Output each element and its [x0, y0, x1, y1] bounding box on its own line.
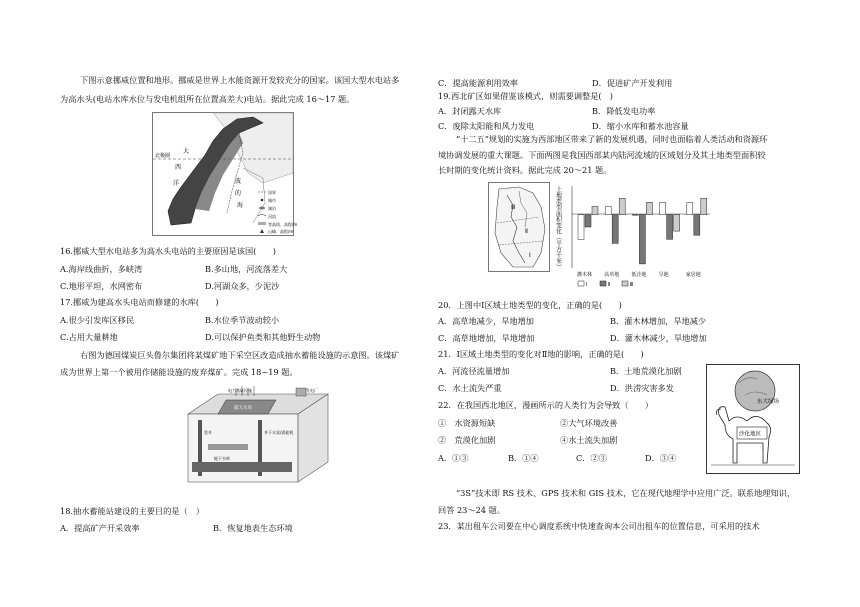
intro4-line-1: “3S”技术即 RS 技术、GPS 技术和 GIS 技术，它在现代地理学中应用广泛。联系地理知识，: [456, 488, 796, 498]
intro3-line-1: “十二五”规划的实施为西部地区带来了新的发展机遇，同时也面临着人类活动和资源环: [456, 134, 768, 144]
svg-text:电力基础设施: 电力基础设施: [228, 388, 252, 393]
svg-text:大: 大: [183, 148, 190, 155]
q16-option-a: A.海岸线曲折，多峡湾: [60, 264, 143, 274]
arctic-label: 北极圈: [155, 153, 171, 159]
q22-option-d: D．③④: [645, 453, 677, 463]
q18-option-d: D．促进矿产开发利用: [592, 78, 673, 88]
bar-0-1: [585, 215, 591, 227]
bar-3-0: [660, 202, 666, 214]
q16-option-b: B.多山地，河流落差大: [205, 264, 288, 274]
intro3-line-3: 长时期的变化统计资料。据此完成 20～21 题。: [438, 165, 612, 175]
q17-option-a: A.很少引发库区移民: [60, 315, 135, 325]
q18-option-a: A．提高矿产开采效率: [60, 523, 140, 533]
bar-1-1: [612, 215, 618, 244]
q16-stem: 16.挪威大型水电站多为高水头电站的主要原因是该国( ): [60, 246, 276, 256]
q22-option-a: A．①③: [438, 453, 469, 463]
svg-text:东大绿场: 东大绿场: [757, 399, 780, 405]
intro4-line-2: 回答 23～24 题。: [438, 505, 505, 515]
svg-text:井下水泵/涡轮机: 井下水泵/涡轮机: [264, 430, 294, 435]
svg-text:湖泊: 湖泊: [268, 206, 276, 211]
q19-option-b: B．降低发电功率: [592, 106, 656, 116]
svg-text:Ⅲ: Ⅲ: [511, 204, 516, 211]
svg-text:竖井: 竖井: [204, 430, 212, 435]
q16-option-c: C.地形平坦，水网密布: [60, 281, 143, 291]
bar-3-1: [667, 215, 673, 240]
q20-option-d: D．灌木林减少，旱地增加: [610, 333, 707, 343]
q21-option-a: A．河流径流量增加: [438, 366, 510, 376]
legend-swatch: [578, 281, 584, 286]
svg-text:地下水库: 地下水库: [214, 456, 230, 461]
land-change-chart: [552, 180, 712, 292]
category-label: 旱地: [658, 272, 669, 278]
bar-2-0: [632, 215, 638, 216]
q22-option-b: B．①④: [508, 453, 539, 463]
q21-option-c: C．水土流失严重: [438, 383, 502, 393]
intro3-line-2: 境协调发展的重大课题。下面两图是我国西部某内陆河流域的区域划分及其土地类型面积较: [438, 150, 766, 160]
bar-4-0: [687, 202, 693, 214]
category-label: 家居地: [685, 272, 701, 278]
svg-text:的: 的: [235, 190, 242, 197]
q17-option-c: C.占用大量耕地: [60, 332, 118, 342]
intro-line-2: 为高水头(电站水库水位与发电机组所在位置高差大)电站。据此完成 16～17 题。: [60, 94, 355, 104]
q21-stem: 21．Ⅰ区域土地类型的变化对Ⅱ地的影响，正确的是( ): [438, 349, 644, 359]
q16-option-d: D.河湖众多，少泥沙: [205, 281, 280, 291]
q19-option-d: D．缩小水库和蓄水池容量: [592, 121, 689, 131]
bar-1-0: [605, 207, 611, 215]
q22-item-1: ① 水资源短缺: [438, 418, 496, 428]
q19-option-a: A．封闭露天水库: [438, 106, 502, 116]
basin-map: [488, 182, 550, 272]
q20-option-c: C．高草地增加，旱地增加: [438, 333, 535, 343]
legend-swatch: [600, 281, 606, 286]
mine-storage-diagram: [178, 384, 328, 486]
svg-text:沙化地区: 沙化地区: [739, 431, 762, 438]
norway-map: [152, 112, 298, 236]
svg-text:山峰、高程/m: 山峰、高程/m: [268, 229, 294, 234]
svg-text:等高线、高程/m: 等高线、高程/m: [268, 222, 298, 227]
bar-0-2: [592, 207, 598, 215]
legend-swatch: [622, 281, 628, 286]
svg-text:城市: 城市: [268, 198, 276, 203]
q17-stem: 17.挪威为建高水头电站而修建的水库( ): [60, 297, 219, 307]
svg-text:洋: 洋: [173, 180, 180, 187]
legend-label: Ⅲ: [630, 282, 634, 288]
q20-option-b: B．灌木林增加，旱地减少: [610, 316, 707, 326]
bar-2-2: [646, 202, 652, 214]
bar-4-1: [694, 215, 700, 236]
svg-text:Ⅱ: Ⅱ: [525, 228, 528, 235]
intro2-line-2: 成为世界上第一个被用作储能设施的废弃煤矿。完成 18~19 题。: [60, 367, 298, 377]
q19-stem: 19.西北矿区如果借鉴该模式，则需要调整是( ): [438, 91, 613, 101]
category-label: 高草地: [604, 272, 620, 278]
q22-option-c: C．②③: [576, 453, 607, 463]
q23-stem: 23．某出租车公司要在中心调度系统中快速查询本公司出租车的位置信息，可采用的技术: [438, 521, 760, 531]
q20-stem: 20．上图中Ⅰ区域土地类型的变化，正确的是( ): [438, 300, 622, 310]
q18-option-b: B．恢复地表生态环境: [213, 523, 293, 533]
q18-stem: 18.抽水蓄能站建设的主要目的是（ ）: [60, 506, 205, 516]
q21-option-b: B．土地荒漠化加剧: [610, 366, 682, 376]
q21-option-d: D．洪涝灾害多发: [610, 383, 674, 393]
q22-item-2: ②大气环境改善: [560, 418, 618, 428]
svg-text:西: 西: [175, 164, 182, 171]
chart-ylabel: 土地类型面积变化（平方千米）: [554, 186, 562, 270]
svg-text:Ⅰ: Ⅰ: [529, 252, 531, 259]
q19-option-c: C．废除太阳能和风力发电: [438, 121, 535, 131]
legend-label: Ⅱ: [608, 282, 611, 288]
bar-0-0: [578, 215, 584, 240]
svg-text:波: 波: [235, 178, 242, 185]
q22-item-4: ④水土流失加剧: [560, 435, 618, 445]
q18-option-c: C．提高能源利用效率: [438, 78, 518, 88]
legend-label: Ⅰ: [586, 282, 588, 288]
intro-line-1: 下图示意挪威位置和地形。挪威是世界上水能资源开发较充分的国家。该国大型水电站多: [80, 75, 400, 85]
camel-cartoon: [706, 364, 800, 474]
q17-option-d: D.可以保护鱼类和其他野生动物: [205, 332, 321, 342]
q17-option-b: B.水位季节波动较小: [205, 315, 280, 325]
svg-text:发电厂: 发电厂: [306, 388, 318, 393]
bar-1-2: [619, 198, 625, 214]
q22-item-3: ② 荒漠化加剧: [438, 435, 496, 445]
bar-2-1: [639, 215, 645, 264]
bar-4-2: [701, 198, 707, 214]
category-label: 灌木林: [577, 272, 593, 278]
q20-option-a: A．高草地减少，旱地增加: [438, 316, 534, 326]
bar-3-2: [674, 215, 680, 231]
grass-ball: [735, 371, 775, 411]
svg-text:河流: 河流: [268, 214, 276, 219]
svg-text:国界: 国界: [268, 190, 276, 195]
svg-text:露天水库: 露天水库: [234, 406, 252, 411]
q22-stem: 22．在我国西北地区，漫画所示的人类行为会导致（ ）: [438, 400, 654, 410]
category-label: 低洼地: [631, 272, 647, 278]
intro2-line-1: 右图为德国煤炭巨头鲁尔集团将某煤矿地下采空区改造成抽水蓄能设施的示意图。该煤矿: [80, 350, 400, 360]
svg-text:海: 海: [237, 202, 244, 209]
